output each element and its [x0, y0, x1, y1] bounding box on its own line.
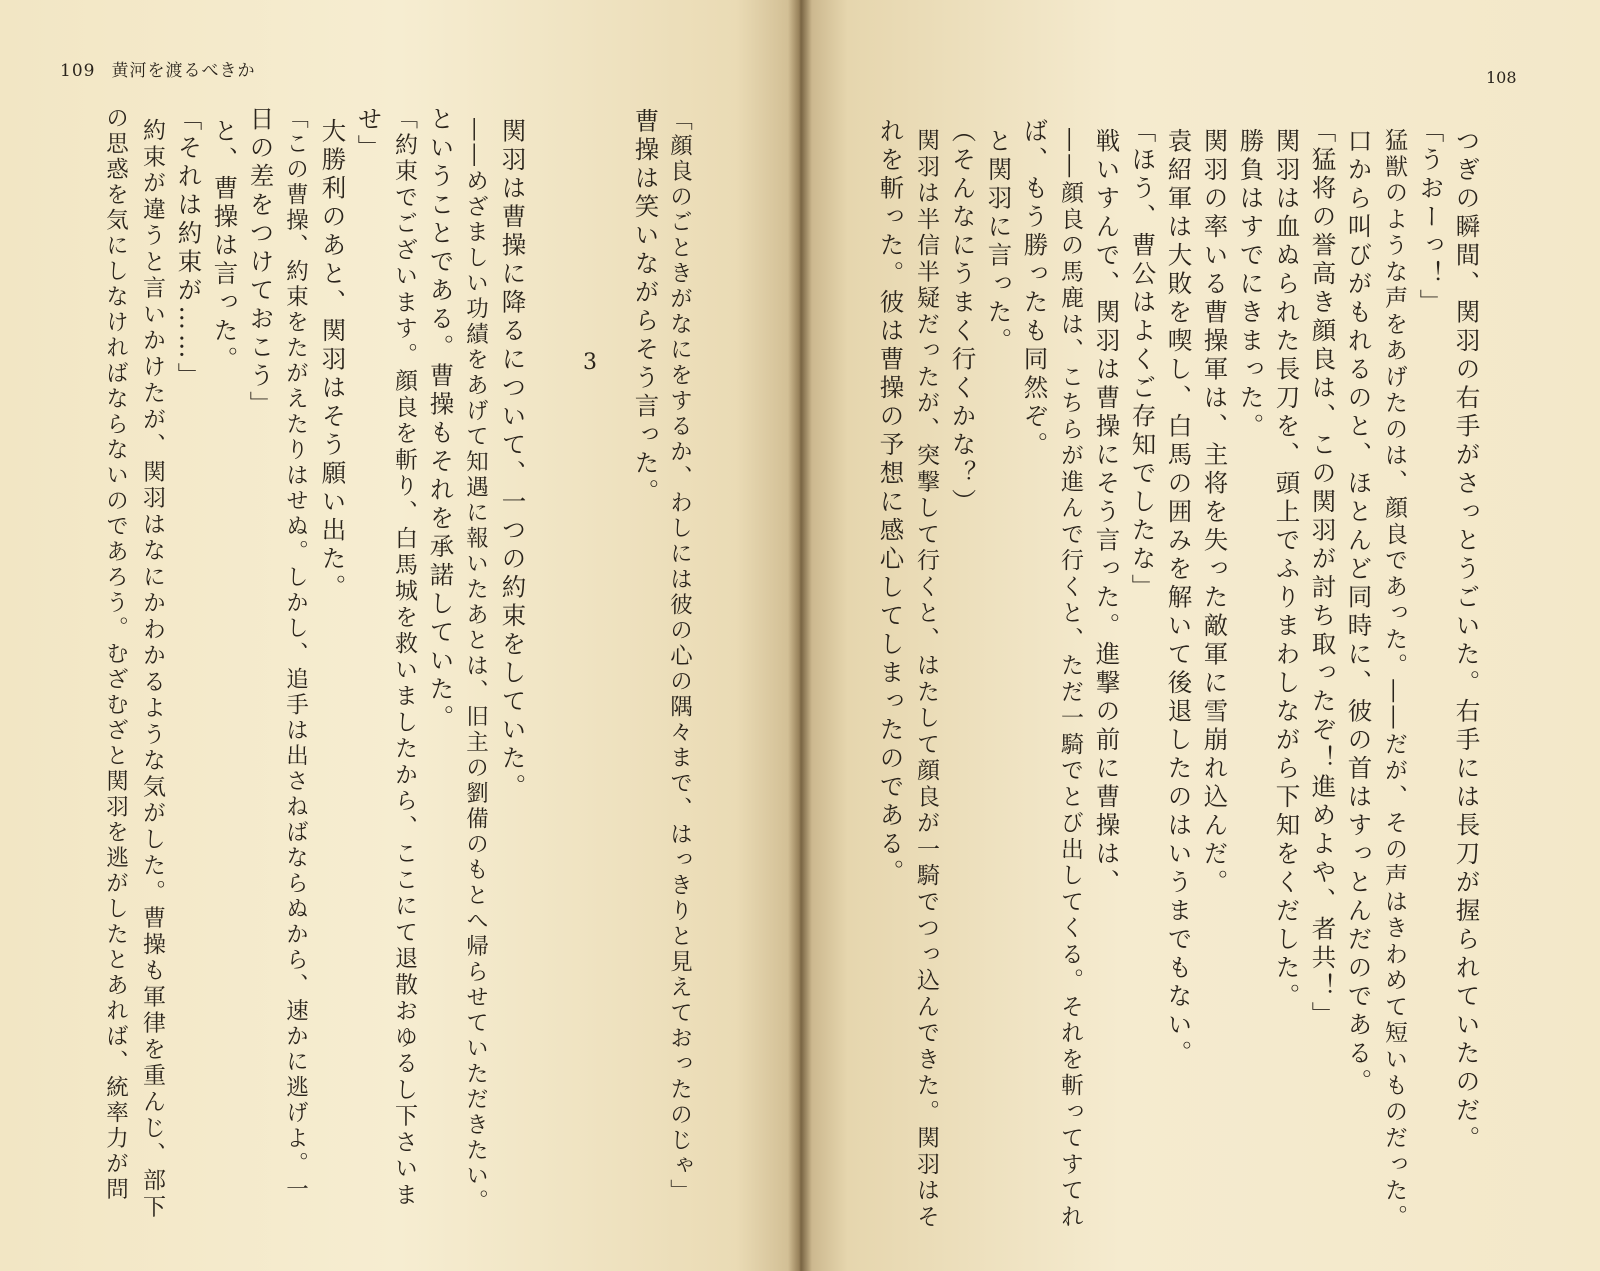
text-column: 「それは約束が……」	[174, 106, 204, 391]
text-column: 口から叫びがもれるのと、ほとんど同時に、彼の首はすっとんだのである。	[1344, 128, 1374, 1097]
text-column: と関羽に言った。	[984, 128, 1014, 356]
text-column: 関羽は血ぬられた長刀を、頭上でふりまわしながら下知をくだした。	[1272, 128, 1302, 1012]
text-column: の思惑を気にしなければならないのであろう。むざむざと関羽を逃がしたとあれば、統率力が問	[102, 106, 129, 1203]
text-column: 曹操は笑いながらそう言った。	[631, 108, 661, 507]
text-column: 「顔良のごときがなにをするか、わしには彼の心の隅々まで、はっきりと見えておったのじゃ」	[666, 108, 693, 1205]
text-column: 日の差をつけておこう」	[246, 106, 276, 420]
text-column: 関羽の率いる曹操軍は、主将を失った敵軍に雪崩れ込んだ。	[1200, 128, 1230, 898]
text-column: 戦いすんで、関羽は曹操にそう言った。進撃の前に曹操は、	[1092, 128, 1122, 898]
section-number: 3	[583, 350, 597, 375]
text-column: 「約束でございます。顔良を斬り、白馬城を救いましたから、ここにて退散おゆるし下さいま	[391, 106, 417, 1209]
text-column: 関羽は曹操に降るについて、一つの約束をしていた。	[498, 118, 528, 802]
text-column: 約束が違うと言いかけたが、関羽はなにかわかるような気がした。曹操も軍律を重んじ、部下	[139, 118, 165, 1221]
text-column: 袁紹軍は大敗を喫し、白馬の囲みを解いて後退したのはいうまでもない。	[1164, 128, 1194, 1069]
text-column: 「ほう、曹公はよくご存知でしたな」	[1128, 118, 1158, 603]
text-column: （そんなにうまく行くかな？）	[948, 118, 978, 517]
running-header	[60, 56, 255, 81]
text-column: 猛獣のような声をあげたのは、顔良であった。――だが、その声はきわめて短いものだった。	[1381, 128, 1407, 1231]
right-page	[800, 0, 1600, 1271]
chapter-title: 黄河を渡るべきか	[111, 61, 256, 81]
text-column: ――めざましい功績をあげて知遇に報いたあとは、旧主の劉備のもとへ帰らせていただきたい。	[462, 118, 489, 1215]
text-column: 勝負はすでにきまった。	[1236, 128, 1266, 442]
text-column: ということである。曹操もそれを承諾していた。	[426, 106, 456, 733]
text-column: 「この曹操、約束をたがえたりはせぬ。しかし、追手は出さねばならぬから、速かに逃げよ。一	[282, 106, 309, 1203]
text-column: つぎの瞬間、関羽の右手がさっとうごいた。右手には長刀が握られていたのだ。	[1452, 128, 1482, 1154]
text-column: ば、もう勝ったも同然ぞ。	[1020, 118, 1050, 460]
text-column: 関羽は半信半疑だったが、突撃して行くと、はたして顔良が一騎でつっ込んできた。関羽はそ	[913, 128, 939, 1231]
book-gutter	[788, 0, 812, 1271]
text-column: せ」	[354, 106, 384, 163]
text-column: と、曹操は言った。	[210, 118, 240, 375]
text-column: 大勝利のあと、関羽はそう願い出た。	[318, 118, 348, 603]
text-column: 「猛将の誉高き顔良は、この関羽が討ち取ったぞ！進めよや、者共！」	[1308, 118, 1338, 1030]
text-column: れを斬った。彼は曹操の予想に感心してしまったのである。	[876, 118, 906, 888]
right-page-number: 108	[1486, 68, 1517, 87]
left-page-number: 109	[60, 61, 96, 81]
text-column: 「うおーっ！」	[1416, 118, 1446, 318]
text-column: ――顔良の馬鹿は、こちらが進んで行くと、ただ一騎でとび出してくる。それを斬ってすてれ	[1057, 128, 1083, 1231]
